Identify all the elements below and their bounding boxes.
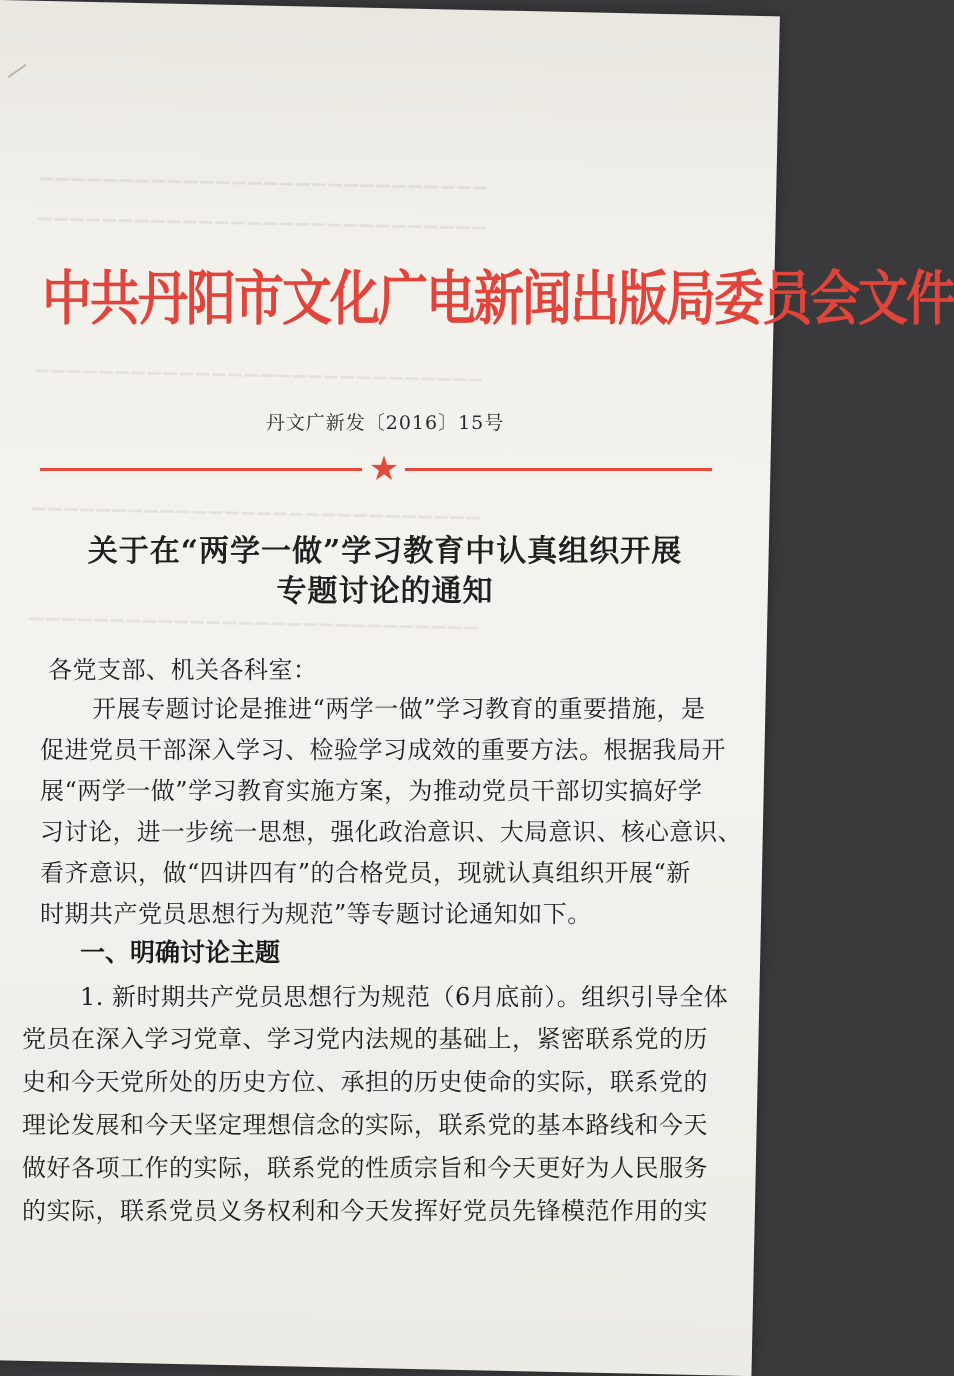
paragraph-line: 促进党员干部深入学习、检验学习成效的重要方法。根据我局开: [40, 736, 726, 764]
paragraph-line: 开展专题讨论是推进“两学一做”学习教育的重要措施，是: [92, 695, 706, 723]
red-rule-right: [405, 468, 712, 471]
document-number: 丹文广新发〔2016〕15号: [265, 412, 505, 434]
item-line: 1. 新时期共产党员思想行为规范（6月底前）。组织引导全体: [80, 983, 729, 1011]
salutation: 各党支部、机关各科室：: [48, 656, 318, 684]
item-line: 党员在深入学习党章、学习党内法规的基础上，紧密联系党的历: [22, 1025, 708, 1053]
item-line: 理论发展和今天坚定理想信念的实际，联系党的基本路线和今天: [22, 1111, 708, 1139]
paragraph-line: 习讨论，进一步统一思想，强化政治意识、大局意识、核心意识、: [40, 818, 742, 846]
show-through-text: ▁▁▁▁▁▁▁▁▁▁▁▁▁▁▁▁▁▁▁▁▁▁▁▁▁▁▁▁: [32, 352, 483, 383]
section-heading: 一、明确讨论主题: [80, 938, 281, 967]
paragraph-line: 时期共产党员思想行为规范”等专题讨论通知如下。: [40, 900, 592, 928]
notice-title-line-1: 关于在“两学一做”学习教育中认真组织开展: [87, 534, 683, 569]
item-line: 做好各项工作的实际，联系党的性质宗旨和今天更好为人民服务: [22, 1154, 708, 1182]
show-through-text: ▁▁▁▁▁▁▁▁▁▁▁▁▁▁▁▁▁▁▁▁▁▁▁▁▁▁▁▁: [27, 600, 478, 631]
paragraph-line: 看齐意识，做“四讲四有”的合格党员，现就认真组织开展“新: [40, 859, 691, 887]
show-through-text: ▁▁▁▁▁▁▁▁▁▁▁▁▁▁▁▁▁▁▁▁▁▁▁▁▁▁▁▁: [29, 490, 480, 521]
notice-title-line-2: 专题讨论的通知: [276, 574, 494, 609]
document-header-title: 中共丹阳市文化广电新闻出版局委员会文件: [42, 264, 954, 333]
paragraph-line: 展“两学一做”学习教育实施方案，为推动党员干部切实搞好学: [40, 777, 703, 805]
show-through-text: ▁▁▁▁▁▁▁▁▁▁▁▁▁▁▁▁▁▁▁▁▁▁▁▁▁▁▁▁: [36, 160, 487, 191]
item-line: 的实际，联系党员义务权利和今天发挥好党员先锋模范作用的实: [22, 1197, 708, 1225]
item-line: 史和今天党所处的历史方位、承担的历史使命的实际，联系党的: [22, 1068, 708, 1096]
show-through-text: ▁▁▁▁▁▁▁▁▁▁▁▁▁▁▁▁▁▁▁▁▁▁▁▁▁▁▁▁: [35, 200, 486, 231]
red-rule-left: [40, 468, 362, 471]
star-icon: ★: [368, 449, 400, 489]
